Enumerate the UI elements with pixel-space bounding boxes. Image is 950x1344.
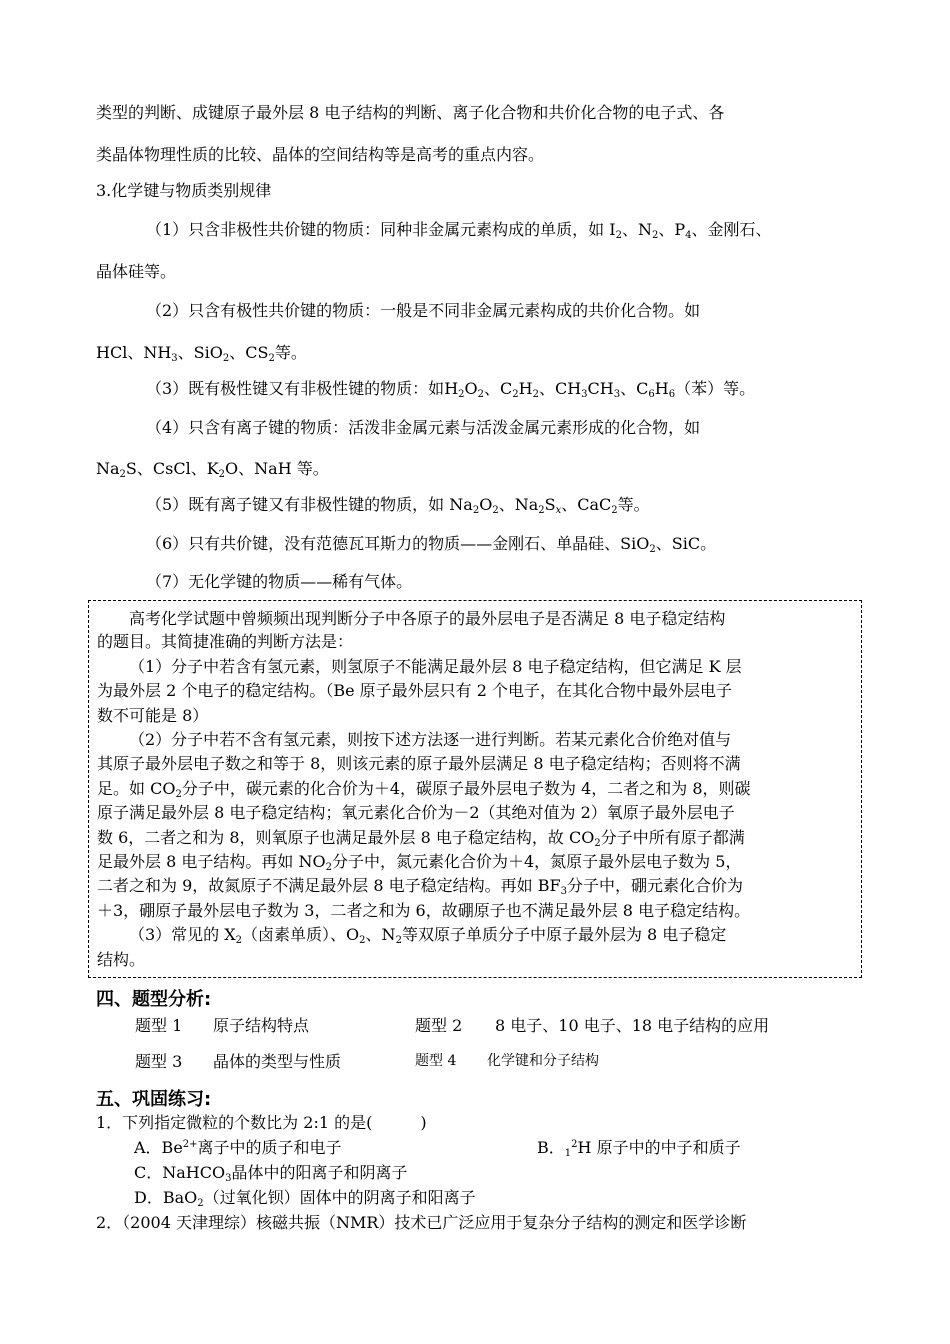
intro-line-1: 类型的判断、成键原子最外层 8 电子结构的判断、离子化合物和共价化合物的电子式、各 [96,103,725,122]
rule-3: （3）既有极性键又有非极性键的物质：如$H_2O_2$、$C_2H_2$、$CH_3CH_3$、$C_6H_6$（苯）等。 [146,379,756,400]
tip-line-9: 原子满足最外层 8 电子稳定结构；氧元素化合价为－2（其绝对值为 2）氧原子最外层电子 [97,803,735,822]
section4-heading: 四、题型分析: [96,989,212,1010]
tip-line-3: （1）分子中若含有氢元素，则氢原子不能满足最外层 8 电子稳定结构，但它满足 K 层 [129,657,742,676]
section5-heading: 五、巩固练习: [96,1089,212,1110]
question-1-option-b: B．$_1^2$H 原子中的中子和质子 [537,1138,741,1159]
tip-line-7: 其原子最外层电子数之和等于 8，则该元素的原子最外层满足 8 电子稳定结构；否则将不满 [97,754,741,773]
type-1-label: 题型 1 [135,1016,183,1035]
tip-line-8: 足。如 $CO_2$分子中，碳元素的化合价为＋4，碳原子最外层电子数为 4，二者之和为 8，则碳 [97,779,751,800]
tip-line-14: （3）常见的 $X_2$（卤素单质）、$O_2$、$N_2$等双原子单质分子中原子最外层为 8 电子稳定 [129,925,727,946]
tip-line-15: 结构。 [97,950,146,969]
rule-2-line-a: （2）只含有极性共价键的物质：一般是不同非金属元素构成的共价化合物。如 [146,301,701,320]
rule-7: （7）无化学键的物质——稀有气体。 [146,572,413,591]
type-3-text: 晶体的类型与性质 [213,1052,342,1071]
tip-line-12: 二者之和为 9，故氮原子不满足最外层 8 电子稳定结构。再如 $BF_3$分子中，硼元素化合价为 [97,876,743,897]
tip-line-6: （2）分子中若不含有氢元素，则按下述方法逐一进行判断。若某元素化合价绝对值与 [129,730,732,749]
tip-line-5: 数不可能是 8） [97,706,209,725]
rule-2-line-b: HCl、$NH_3$、SiO$_2$、$CS_2$等。 [96,343,307,364]
type-1-text: 原子结构特点 [213,1016,310,1035]
rule-5: （5）既有离子键又有非极性键的物质，如 $Na_2O_2$、$Na_2S_x$、CaC$_2$等。 [146,495,650,516]
tip-box [88,600,862,978]
type-4-text: 化学键和分子结构 [487,1053,599,1069]
question-1-option-d: D．BaO$_2$（过氧化钡）固体中的阴离子和阳离子 [134,1188,476,1209]
question-1-option-c: C．NaHCO$_3$晶体中的阳离子和阴离子 [134,1163,408,1184]
rule-6: （6）只有共价键，没有范德瓦耳斯力的物质——金刚石、单晶硅、SiO$_2$、SiC。 [146,534,717,555]
section3-title: 3.化学键与物质类别规律 [96,181,272,200]
question-1-option-a: A．$Be^{2+}$离子中的质子和电子 [134,1138,342,1157]
tip-line-4: 为最外层 2 个电子的稳定结构。（Be 原子最外层只有 2 个电子，在其化合物中最外层电子 [97,681,733,700]
rule-1-line-a: （1）只含非极性共价键的物质：同种非金属元素构成的单质，如 $I_2$、$N_2$、$P_4$、金刚石、 [146,220,772,241]
tip-line-13: ＋3，硼原子最外层电子数为 3，二者之和为 6，故硼原子也不满足最外层 8 电子稳定结构。 [97,901,751,920]
rule-1-line-b: 晶体硅等。 [96,262,177,281]
type-3-label: 题型 3 [135,1052,183,1071]
tip-line-11: 足最外层 8 电子结构。再如 $NO_2$分子中，氮元素化合价为＋4，氮原子最外层电子数为 5， [97,852,742,873]
tip-line-2: 的题目。其简捷准确的判断方法是： [97,632,354,651]
question-2: 2．（2004 天津理综）核磁共振（NMR）技术已广泛应用于复杂分子结构的测定和医学诊断 [96,1213,747,1232]
rule-4-line-b: $Na_2S$、CsCl、$K_2O$、NaH 等。 [96,459,329,480]
intro-line-2: 类晶体物理性质的比较、晶体的空间结构等是高考的重点内容。 [96,145,545,164]
tip-line-10: 数 6，二者之和为 8，则氧原子也满足最外层 8 电子稳定结构，故 $CO_2$分子中所有原子都满 [97,828,745,849]
rule-4-line-a: （4）只含有离子键的物质：活泼非金属元素与活泼金属元素形成的化合物，如 [146,418,701,437]
type-4-label: 题型 4 [415,1053,457,1069]
type-2-label: 题型 2 [415,1016,463,1035]
tip-line-1: 高考化学试题中曾频频出现判断分子中各原子的最外层电子是否满足 8 电子稳定结构 [129,609,726,628]
type-2-text: 8 电子、10 电子、18 电子结构的应用 [495,1016,770,1035]
question-1: 1．下列指定微粒的个数比为 2:1 的是( ) [96,1113,427,1132]
